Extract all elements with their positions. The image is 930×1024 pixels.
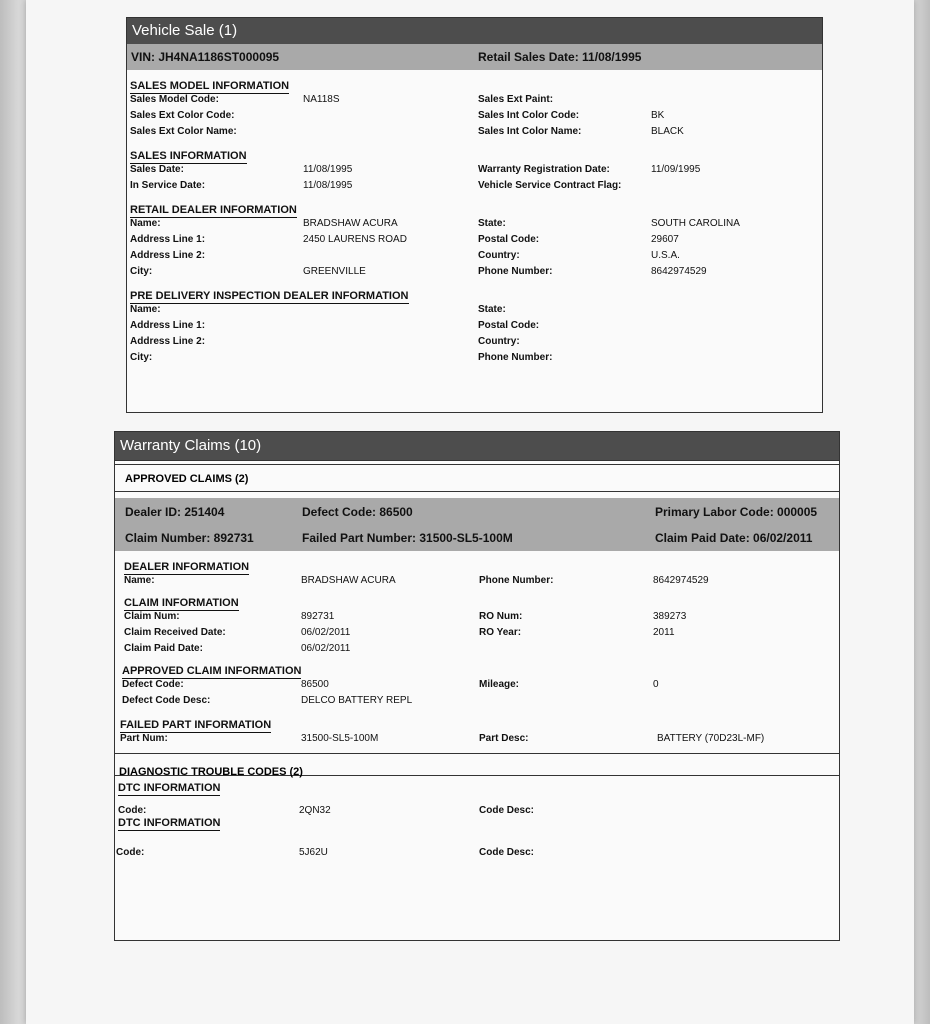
field-row: [115, 677, 839, 693]
field-value: 29607: [651, 234, 679, 245]
field-value: BATTERY (70D23L-MF): [657, 733, 765, 744]
field-row: [127, 302, 822, 318]
field-label: Code Desc:: [479, 847, 535, 858]
field-label: Defect Code:: [122, 679, 184, 690]
field-value: 5J62U: [299, 847, 328, 858]
field-label: In Service Date:: [130, 180, 206, 191]
field-label: Sales Model Code:: [130, 94, 219, 105]
field-row: [127, 318, 822, 334]
field-value: U.S.A.: [651, 250, 680, 261]
field-label: RO Num:: [479, 611, 523, 622]
field-label: City:: [130, 266, 153, 277]
field-label: Sales Date:: [130, 164, 184, 175]
field-value: BRADSHAW ACURA: [303, 218, 398, 229]
claim-paid-date: Claim Paid Date: 06/02/2011: [655, 531, 813, 545]
field-value: 31500-SL5-100M: [301, 733, 379, 744]
printed-page: [26, 0, 914, 1024]
field-value: 8642974529: [651, 266, 707, 277]
field-label: Vehicle Service Contract Flag:: [478, 180, 622, 191]
field-value: 11/09/1995: [651, 164, 701, 175]
field-value: BRADSHAW ACURA: [301, 575, 396, 586]
dtc-rows-2: [115, 845, 839, 861]
failed-part-rows: [115, 731, 839, 747]
field-row: [127, 232, 822, 248]
field-value: DELCO BATTERY REPL: [301, 695, 413, 706]
field-label: Warranty Registration Date:: [478, 164, 610, 175]
field-label: Phone Number:: [479, 575, 554, 586]
field-label: State:: [478, 218, 506, 229]
dealer-info-rows: [115, 573, 839, 589]
failed-part-number: Failed Part Number: 31500-SL5-100M: [302, 531, 513, 545]
field-value: 0: [653, 679, 659, 690]
defect-code: Defect Code: 86500: [302, 505, 413, 519]
sales-model-heading: SALES MODEL INFORMATION: [130, 80, 290, 92]
field-value: 2QN32: [299, 805, 331, 816]
field-row: [115, 693, 839, 709]
claim-info-heading: CLAIM INFORMATION: [124, 597, 239, 609]
approved-claims-row: [115, 464, 839, 492]
primary-labor-code: Primary Labor Code: 000005: [655, 505, 818, 519]
field-label: Defect Code Desc:: [122, 695, 211, 706]
field-label: Name:: [130, 304, 161, 315]
field-value: GREENVILLE: [303, 266, 366, 277]
field-label: Mileage:: [479, 679, 520, 690]
field-label: Code:: [118, 805, 147, 816]
dealer-info-heading: DEALER INFORMATION: [124, 561, 250, 573]
field-value: BLACK: [651, 126, 684, 137]
field-label: Code:: [116, 847, 145, 858]
pdi-dealer-rows: [127, 302, 822, 366]
dtc-info-heading-2: DTC INFORMATION: [118, 817, 221, 829]
dtc-rows-1: [115, 803, 839, 819]
claim-summary-band-2: [115, 525, 839, 551]
field-value: 2011: [653, 627, 675, 638]
field-label: Name:: [124, 575, 155, 586]
field-row: [127, 162, 822, 178]
field-row: [127, 92, 822, 108]
field-label: Sales Ext Color Code:: [130, 110, 235, 121]
approved-claim-info-rows: [115, 677, 839, 709]
field-row: [115, 845, 839, 861]
field-label: Address Line 1:: [130, 234, 206, 245]
field-row: [115, 803, 839, 819]
field-label: Country:: [478, 336, 520, 347]
field-value: 8642974529: [653, 575, 709, 586]
field-label: Postal Code:: [478, 320, 540, 331]
field-row: [127, 350, 822, 366]
claim-summary-band-1: [115, 498, 839, 525]
claim-number: Claim Number: 892731: [125, 531, 254, 545]
dtc-heading: DIAGNOSTIC TROUBLE CODES (2): [119, 766, 303, 778]
field-label: Sales Int Color Code:: [478, 110, 580, 121]
field-row: [115, 573, 839, 589]
field-value: 11/08/1995: [303, 164, 353, 175]
field-value: 06/02/2011: [301, 643, 351, 654]
field-label: Claim Received Date:: [124, 627, 226, 638]
field-row: [115, 641, 839, 657]
field-value: 389273: [653, 611, 687, 622]
field-label: Claim Num:: [124, 611, 180, 622]
field-value: SOUTH CAROLINA: [651, 218, 740, 229]
field-row: [127, 264, 822, 280]
vin-band: [127, 44, 822, 70]
field-label: RO Year:: [479, 627, 522, 638]
field-label: State:: [478, 304, 506, 315]
field-row: [127, 108, 822, 124]
field-label: City:: [130, 352, 153, 363]
field-row: [127, 216, 822, 232]
sales-model-rows: [127, 92, 822, 140]
field-row: [115, 625, 839, 641]
field-row: [115, 609, 839, 625]
field-row: [127, 334, 822, 350]
retail-dealer-heading: RETAIL DEALER INFORMATION: [130, 204, 297, 216]
field-label: Phone Number:: [478, 352, 553, 363]
field-label: Address Line 2:: [130, 250, 206, 261]
pdi-dealer-heading: PRE DELIVERY INSPECTION DEALER INFORMATION: [130, 290, 409, 302]
field-row: [127, 178, 822, 194]
field-label: Phone Number:: [478, 266, 553, 277]
field-value: 06/02/2011: [301, 627, 351, 638]
field-label: Code Desc:: [479, 805, 535, 816]
field-value: 2450 LAURENS ROAD: [303, 234, 407, 245]
vehicle-sale-title: Vehicle Sale (1): [127, 18, 822, 44]
field-label: Country:: [478, 250, 520, 261]
dealer-id: Dealer ID: 251404: [125, 505, 225, 519]
field-label: Address Line 1:: [130, 320, 206, 331]
approved-claim-info-heading: APPROVED CLAIM INFORMATION: [122, 665, 302, 677]
field-row: [115, 731, 839, 747]
field-value: 11/08/1995: [303, 180, 353, 191]
claim-info-rows: [115, 609, 839, 657]
retail-sales-date: Retail Sales Date: 11/08/1995: [478, 50, 642, 64]
failed-part-heading: FAILED PART INFORMATION: [120, 719, 272, 731]
approved-claims-heading: APPROVED CLAIMS (2): [125, 473, 249, 485]
vin-value: VIN: JH4NA1186ST000095: [131, 50, 280, 64]
sales-info-heading: SALES INFORMATION: [130, 150, 247, 162]
field-label: Part Desc:: [479, 733, 529, 744]
field-label: Postal Code:: [478, 234, 540, 245]
field-label: Sales Ext Color Name:: [130, 126, 237, 137]
field-value: 892731: [301, 611, 335, 622]
sales-info-rows: [127, 162, 822, 194]
field-label: Part Num:: [120, 733, 168, 744]
field-value: BK: [651, 110, 665, 121]
vehicle-sale-panel: [126, 17, 823, 413]
retail-dealer-rows: [127, 216, 822, 280]
field-label: Address Line 2:: [130, 336, 206, 347]
field-label: Claim Paid Date:: [124, 643, 203, 654]
warranty-claims-title: Warranty Claims (10): [115, 432, 839, 460]
field-value: 86500: [301, 679, 329, 690]
field-row: [127, 248, 822, 264]
field-label: Name:: [130, 218, 161, 229]
field-label: Sales Int Color Name:: [478, 126, 582, 137]
field-row: [127, 124, 822, 140]
dtc-info-heading-1: DTC INFORMATION: [118, 782, 221, 794]
field-label: Sales Ext Paint:: [478, 94, 554, 105]
field-value: NA118S: [303, 94, 340, 105]
warranty-claims-panel: [114, 431, 840, 941]
